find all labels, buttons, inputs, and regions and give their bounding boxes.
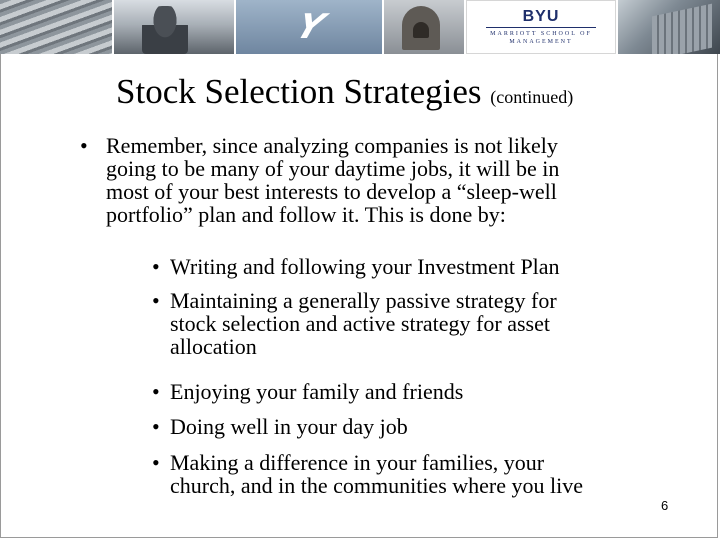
slide-title-main: Stock Selection Strategies: [116, 72, 482, 111]
sub-bullet-line: Writing and following your Investment Plan: [170, 254, 560, 279]
sub-bullet-line: Enjoying your family and friends: [170, 379, 464, 404]
main-bullet-dot: •: [80, 133, 88, 158]
bell-icon: [413, 22, 429, 38]
sub-bullet-line: stock selection and active strategy for asset: [170, 311, 550, 336]
main-bullet-line: most of your best interests to develop a “sleep-well: [106, 179, 557, 204]
byu-logo-text: BYU: [522, 7, 560, 25]
sub-bullet-dot: •: [152, 414, 160, 439]
banner-photo-columns: [0, 0, 112, 54]
sub-bullet-item: [170, 289, 630, 358]
sub-bullet-line: Doing well in your day job: [170, 414, 408, 439]
statue-image: [142, 6, 188, 54]
sub-bullet-line: allocation: [170, 334, 257, 359]
header-banner: [0, 0, 720, 54]
sub-bullet-line: Making a difference in your families, your: [170, 450, 545, 475]
banner-photo-y-mountain: [236, 0, 382, 54]
sub-bullet-dot: •: [152, 450, 160, 475]
main-bullet-line: going to be many of your daytime jobs, it will be in: [106, 156, 560, 181]
banner-photo-building: [618, 0, 720, 54]
banner-photo-statue: [114, 0, 234, 54]
sub-bullet-line: church, and in the communities where you live: [170, 473, 583, 498]
sub-bullet-item: [170, 451, 630, 497]
sub-bullet-item: [170, 415, 630, 438]
byu-marriott-logo: [466, 0, 616, 54]
main-bullet-line: Remember, since analyzing companies is not likely: [106, 133, 558, 158]
page-number: 6: [661, 498, 669, 513]
sub-bullet-item: [170, 380, 630, 403]
building-image: [652, 4, 712, 54]
marriott-school-text: MARRIOTT SCHOOL OF MANAGEMENT: [490, 30, 592, 45]
sub-bullet-dot: •: [152, 379, 160, 404]
sub-bullet-dot: •: [152, 254, 160, 279]
sub-bullet-dot: •: [152, 288, 160, 313]
sub-bullet-item: [170, 255, 630, 278]
banner-photo-bell-tower: [384, 0, 464, 54]
logo-rule: [486, 27, 596, 28]
sub-bullet-line: Maintaining a generally passive strategy for: [170, 288, 557, 313]
y-mountain-icon: Y: [290, 7, 330, 47]
main-bullet-text: [106, 134, 626, 226]
slide-title: [116, 70, 573, 119]
main-bullet-line: portfolio” plan and follow it. This is done by:: [106, 202, 506, 227]
slide-title-suffix: (continued): [490, 87, 574, 107]
